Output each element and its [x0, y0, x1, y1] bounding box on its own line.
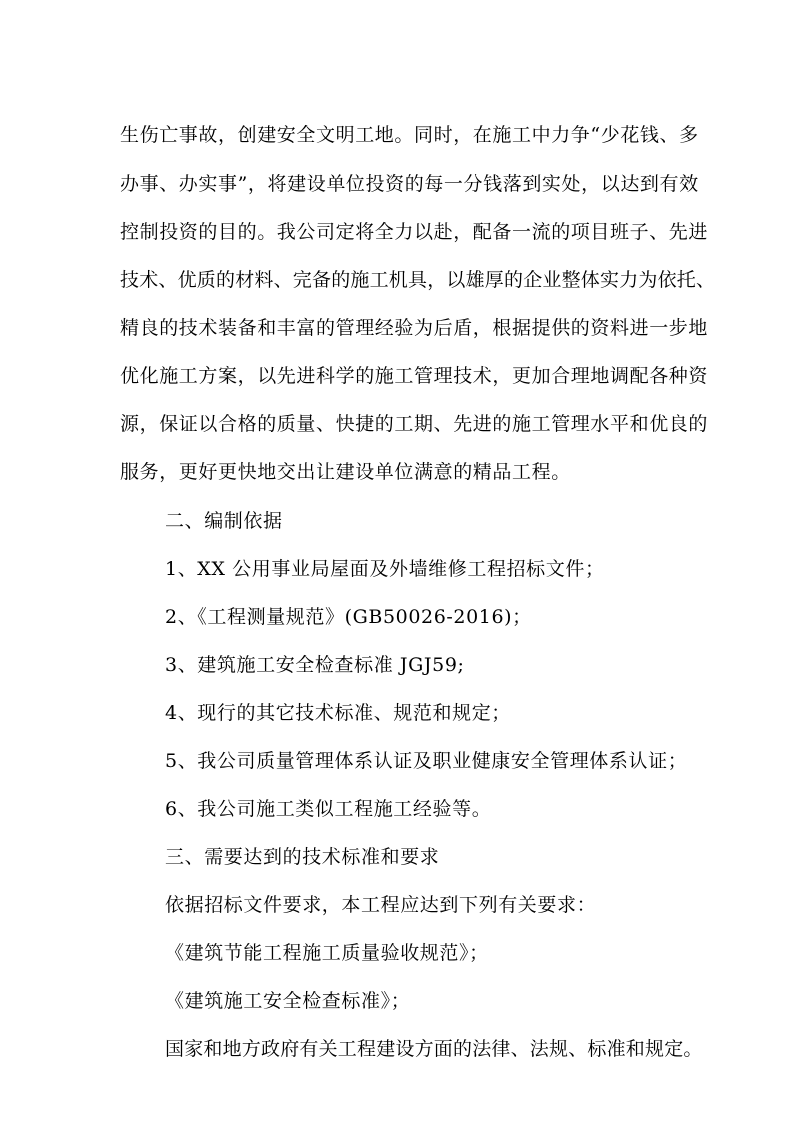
- standard-item: 《建筑施工安全检查标准》；: [165, 990, 411, 1012]
- paragraph-line: 服务，更好更快地交出让建设单位满意的精品工程。: [120, 461, 571, 483]
- basis-item: 1、XX 公用事业局屋面及外墙维修工程招标文件；: [165, 558, 605, 580]
- paragraph-line: 生伤亡事故，创建安全文明工地。同时，在施工中力争“少花钱、多: [120, 124, 699, 146]
- section-heading: 二、编制依据: [165, 510, 283, 532]
- basis-item: 2、《工程测量规范》(GB50026-2016)；: [165, 606, 532, 628]
- basis-item: 3、建筑施工安全检查标准 JGJ59;: [165, 654, 465, 676]
- basis-item: 6、我公司施工类似工程施工经验等。: [165, 798, 492, 820]
- paragraph-line: 源，保证以合格的质量、快捷的工期、先进的施工管理水平和优良的: [120, 413, 709, 435]
- basis-item: 4、现行的其它技术标准、规范和规定；: [165, 702, 511, 724]
- paragraph-line: 办事、办实事”，将建设单位投资的每一分钱落到实处，以达到有效: [120, 173, 699, 195]
- paragraph-line: 技术、优质的材料、完备的施工机具，以雄厚的企业整体实力为依托、: [120, 269, 716, 291]
- paragraph-line: 精良的技术装备和丰富的管理经验为后盾，根据提供的资料进一步地: [120, 317, 709, 339]
- requirements-intro: 依据招标文件要求，本工程应达到下列有关要求：: [165, 894, 597, 916]
- closing-line: 国家和地方政府有关工程建设方面的法律、法规、标准和规定。: [165, 1038, 703, 1060]
- basis-item: 5、我公司质量管理体系认证及职业健康安全管理体系认证；: [165, 750, 688, 772]
- section-heading: 三、需要达到的技术标准和要求: [165, 846, 440, 868]
- paragraph-line: 控制投资的目的。我公司定将全力以赴，配备一流的项目班子、先进: [120, 221, 709, 243]
- standard-item: 《建筑节能工程施工质量验收规范》；: [165, 942, 489, 964]
- paragraph-line: 优化施工方案，以先进科学的施工管理技术，更加合理地调配各种资: [120, 365, 709, 387]
